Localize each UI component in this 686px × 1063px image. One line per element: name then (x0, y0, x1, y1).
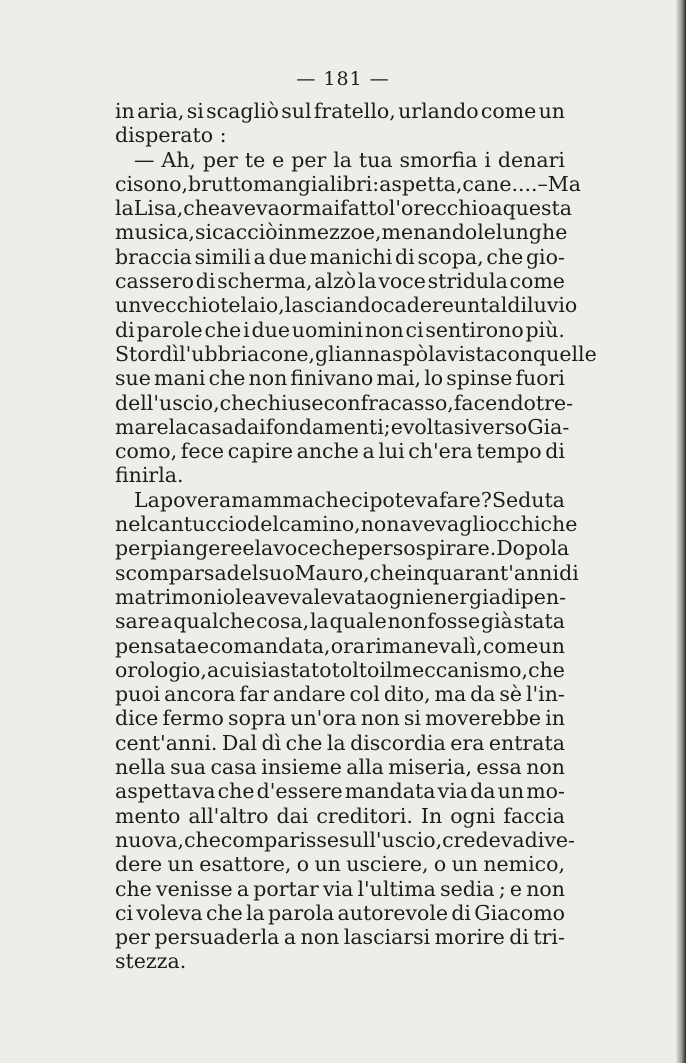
text-line: nella sua casa insieme alla miseria, essa non (115, 755, 565, 780)
text-line: stezza. (115, 949, 187, 974)
text-line: in aria, si scagliò sul fratello, urlando come un (115, 99, 565, 123)
text-line: nel cantuccio del camino, non aveva gli occhi che (115, 512, 578, 537)
text-line: scomparsa del suo Mauro, che in quarant'anni di (115, 560, 579, 585)
text-line: La povera mamma che ci poteva fare? Seduta (134, 487, 565, 512)
text-line: matrimonio le aveva levata ogni energia di pen- (115, 584, 567, 609)
body-text (115, 99, 597, 974)
page-number: — 181 — (296, 68, 390, 90)
text-line: dice fermo sopra un'ora non si moverebbe in (115, 706, 565, 731)
text-line: musica, si cacciò in mezzo e, menando le lunghe (115, 220, 568, 245)
text-line: cent'anni. Dal dì che la discordia era entrata (115, 730, 565, 755)
text-line: sare a qualche cosa, la quale non fosse già stata (115, 609, 565, 634)
text-line: como, fece capire anche a lui ch'era tempo di (115, 439, 565, 464)
text-line: ci sono, brutto mangialibri: aspetta, cane.... – Ma (115, 171, 581, 196)
text-line: disperato : (115, 123, 227, 148)
text-line: pensata e comandata, ora rimaneva lì, come un (115, 633, 565, 658)
text-line: cassero di scherma, alzò la voce stridula come (115, 269, 565, 294)
text-line: mare la casa dai fondamenti ; e voltasi verso Gia- (115, 414, 570, 439)
text-line: sue mani che non finivano mai, lo spinse fuori (115, 366, 565, 391)
text-line: la Lisa, che aveva ormai fatto l'orecchio a questa (115, 196, 573, 221)
text-line: mento all'altro dai creditori. In ogni faccia (115, 803, 565, 828)
text-line: che venisse a portar via l'ultima sedia ; e non (115, 876, 565, 901)
text-line: — Ah, per te e per la tua smorfia i denari (134, 147, 565, 172)
text-line: dere un esattore, o un usciere, o un nemico, (115, 852, 565, 877)
text-line: un vecchio telaio, lasciando cadere un tal diluvio (115, 293, 578, 318)
text-line: di parole che i due uomini non ci sentirono più. (115, 317, 565, 342)
page-edge-shadow (676, 0, 686, 1063)
text-line: orologio, a cui sia stato tolto il meccanismo, che (115, 657, 565, 682)
text-line: Stordì l'ubbriacone, gli annaspò la vista con quelle (115, 341, 597, 366)
text-line: per persuaderla a non lasciarsi morire di tri- (115, 925, 565, 950)
text-line: braccia simili a due manichi di scopa, che gio- (115, 244, 565, 269)
text-line: aspettava che d'essere mandata via da un mo- (115, 779, 565, 804)
text-line: dell'uscio, che chiuse con fracasso, facendo tre- (115, 390, 574, 415)
text-line: nuova, che comparisse sull'uscio, credeva di ve- (115, 827, 575, 852)
text-line: ci voleva che la parola autorevole di Giacomo (115, 900, 565, 925)
text-line: per piangere e la voce che per sospirare. Dopo la (115, 536, 570, 561)
text-line: puoi ancora far andare col dito, ma da sè l'in- (115, 682, 565, 707)
text-line: finirla. (115, 463, 184, 488)
